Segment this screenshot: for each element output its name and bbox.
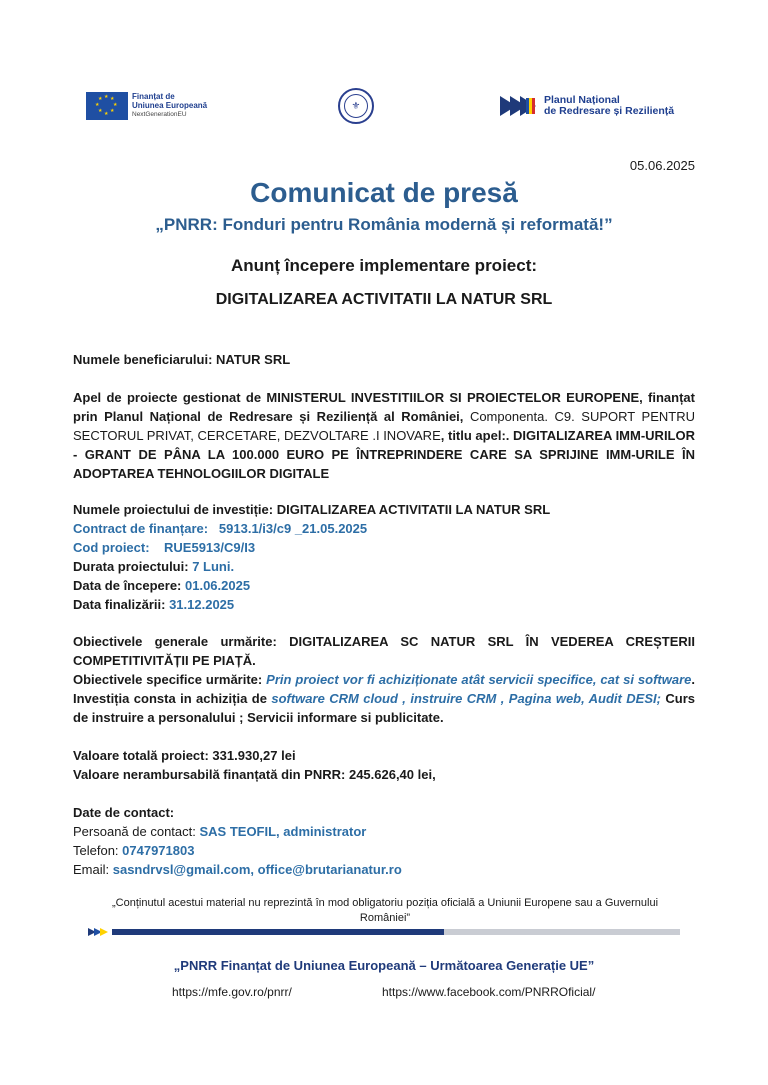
duration-label: Durata proiectului: — [73, 559, 193, 574]
contract-label: Contract de finanțare: — [73, 521, 209, 536]
announcement-heading: Anunț începere implementare proiect: — [230, 256, 538, 275]
project-title: DIGITALIZAREA ACTIVITATII LA NATUR SRL — [215, 291, 553, 308]
contact-email-line — [73, 860, 695, 879]
pnrr-logo-line2: de Redresare și Reziliență — [544, 105, 675, 117]
call-text-bold: Apel de proiecte gestionat de MINISTERUL INVESTITIILOR SI PROIECTELOR EUROPENE, finanțat prin Planul Național de Redresare și Reziliență al României, — [73, 390, 695, 424]
call-component: Componenta. C9. SUPORT PENTRU SECTORUL PRIVAT, CERCETARE, DEZVOLTARE .I INOVARE — [73, 409, 695, 443]
pnrr-facebook-link[interactable]: https://www.facebook.com/PNRROficial/ — [382, 985, 596, 999]
specific-italic-2: software CRM cloud , instruire CRM , Pagina web, Audit DESI; — [271, 691, 661, 706]
contact-phone-line — [73, 841, 695, 860]
contact-person-value: SAS TEOFIL, administrator — [199, 824, 367, 839]
footer-divider-bar — [88, 927, 680, 937]
project-details — [73, 500, 695, 614]
contact-person-label: Persoană de contact: — [73, 824, 200, 839]
eu-logo-line3: NextGenerationEU — [132, 111, 187, 118]
objectives-section — [73, 632, 695, 727]
specific-text-2: Curs de instruire a personalului ; Servicii informare si publicitate. — [73, 691, 695, 725]
beneficiary-section — [73, 350, 695, 369]
page-title: Comunicat de presă — [250, 177, 518, 208]
values-section — [73, 746, 695, 784]
specific-objectives — [73, 670, 695, 727]
total-value: Valoare totală proiect: 331.930,27 lei — [73, 748, 296, 763]
contact-email-value: sasndrvsl@gmail.com, office@brutarianatur.ro — [112, 862, 402, 877]
grant-value: Valoare nerambursabilă finanțată din PNRR: 245.626,40 lei, — [73, 767, 436, 782]
specific-text-1: . Investiția consta in achiziția de — [73, 672, 695, 706]
pnrr-logo — [500, 94, 674, 118]
end-label: Data finalizării: — [73, 597, 170, 612]
contact-heading: Date de contact: — [73, 805, 175, 820]
contact-section — [73, 803, 695, 879]
pnrr-logo-line1: Planul Național — [544, 94, 620, 106]
project-name-line: Numele proiectului de investiție: DIGITALIZAREA ACTIVITATII LA NATUR SRL — [73, 502, 551, 517]
contract-line — [73, 519, 695, 538]
start-value: 01.06.2025 — [185, 578, 251, 593]
general-objectives: Obiectivele generale urmărite: DIGITALIZAREA SC NATUR SRL ÎN VEDEREA CREȘTERII COMPETITIVITĂȚII PE PIAȚĂ. — [73, 634, 695, 668]
eu-logo-line2: Uniunea Europeană — [132, 101, 208, 110]
page-subtitle: „PNRR: Fonduri pentru România modernă și reformată!” — [155, 215, 613, 234]
start-label: Data de începere: — [73, 578, 185, 593]
disclaimer: „Conținutul acestui material nu reprezintă în mod obligatoriu poziția oficială a Uniunii Europene sau a Guvernului României” — [111, 897, 659, 924]
specific-italic-1: Prin proiect vor fi achiziționate atât servicii specifice, cat si software — [266, 672, 692, 687]
eu-flag-icon: ★ ★ ★ ★ ★ ★ ★ ★ — [86, 92, 128, 120]
specific-label: Obiectivele specifice urmărite: — [73, 672, 267, 687]
eu-logo-line1: Finanțat de — [132, 92, 175, 101]
duration-line — [73, 557, 695, 576]
start-line — [73, 576, 695, 595]
code-line — [73, 538, 695, 557]
beneficiary-line: Numele beneficiarului: NATUR SRL — [73, 352, 291, 367]
pnrr-website-link[interactable]: https://mfe.gov.ro/pnrr/ — [172, 985, 292, 999]
pnrr-mark-icon — [500, 94, 540, 118]
footer-title: „PNRR Finanțat de Uniunea Europeană – Următoarea Generație UE” — [173, 958, 595, 973]
call-paragraph — [73, 388, 695, 483]
header-logos — [0, 86, 768, 132]
end-value: 31.12.2025 — [169, 597, 235, 612]
contact-person-line — [73, 822, 695, 841]
call-title: , titlu apel:. DIGITALIZAREA IMM-URILOR - GRANT DE PÂNA LA 100.000 EURO PE ÎNTREPRINDERE CARE SA SPRIJINE IMM-URILE ÎN ADOPTAREA TEHNOLOGIILOR DIGITALE — [73, 428, 695, 481]
duration-value: 7 Luni. — [192, 559, 235, 574]
contract-value: 5913.1/i3/c9 _21.05.2025 — [218, 521, 368, 536]
end-line — [73, 595, 695, 614]
code-value: RUE5913/C9/I3 — [164, 540, 256, 555]
document-date: 05.06.2025 — [629, 158, 695, 173]
footer-arrow-icon — [88, 927, 110, 937]
government-seal-icon: ⚜ — [338, 88, 374, 124]
contact-phone-value: 0747971803 — [122, 843, 195, 858]
contact-email-label: Email: — [73, 862, 113, 877]
call-section — [73, 388, 695, 483]
code-label: Cod proiect: — [73, 540, 150, 555]
eu-funding-logo — [86, 92, 207, 120]
contact-phone-label: Telefon: — [73, 843, 123, 858]
